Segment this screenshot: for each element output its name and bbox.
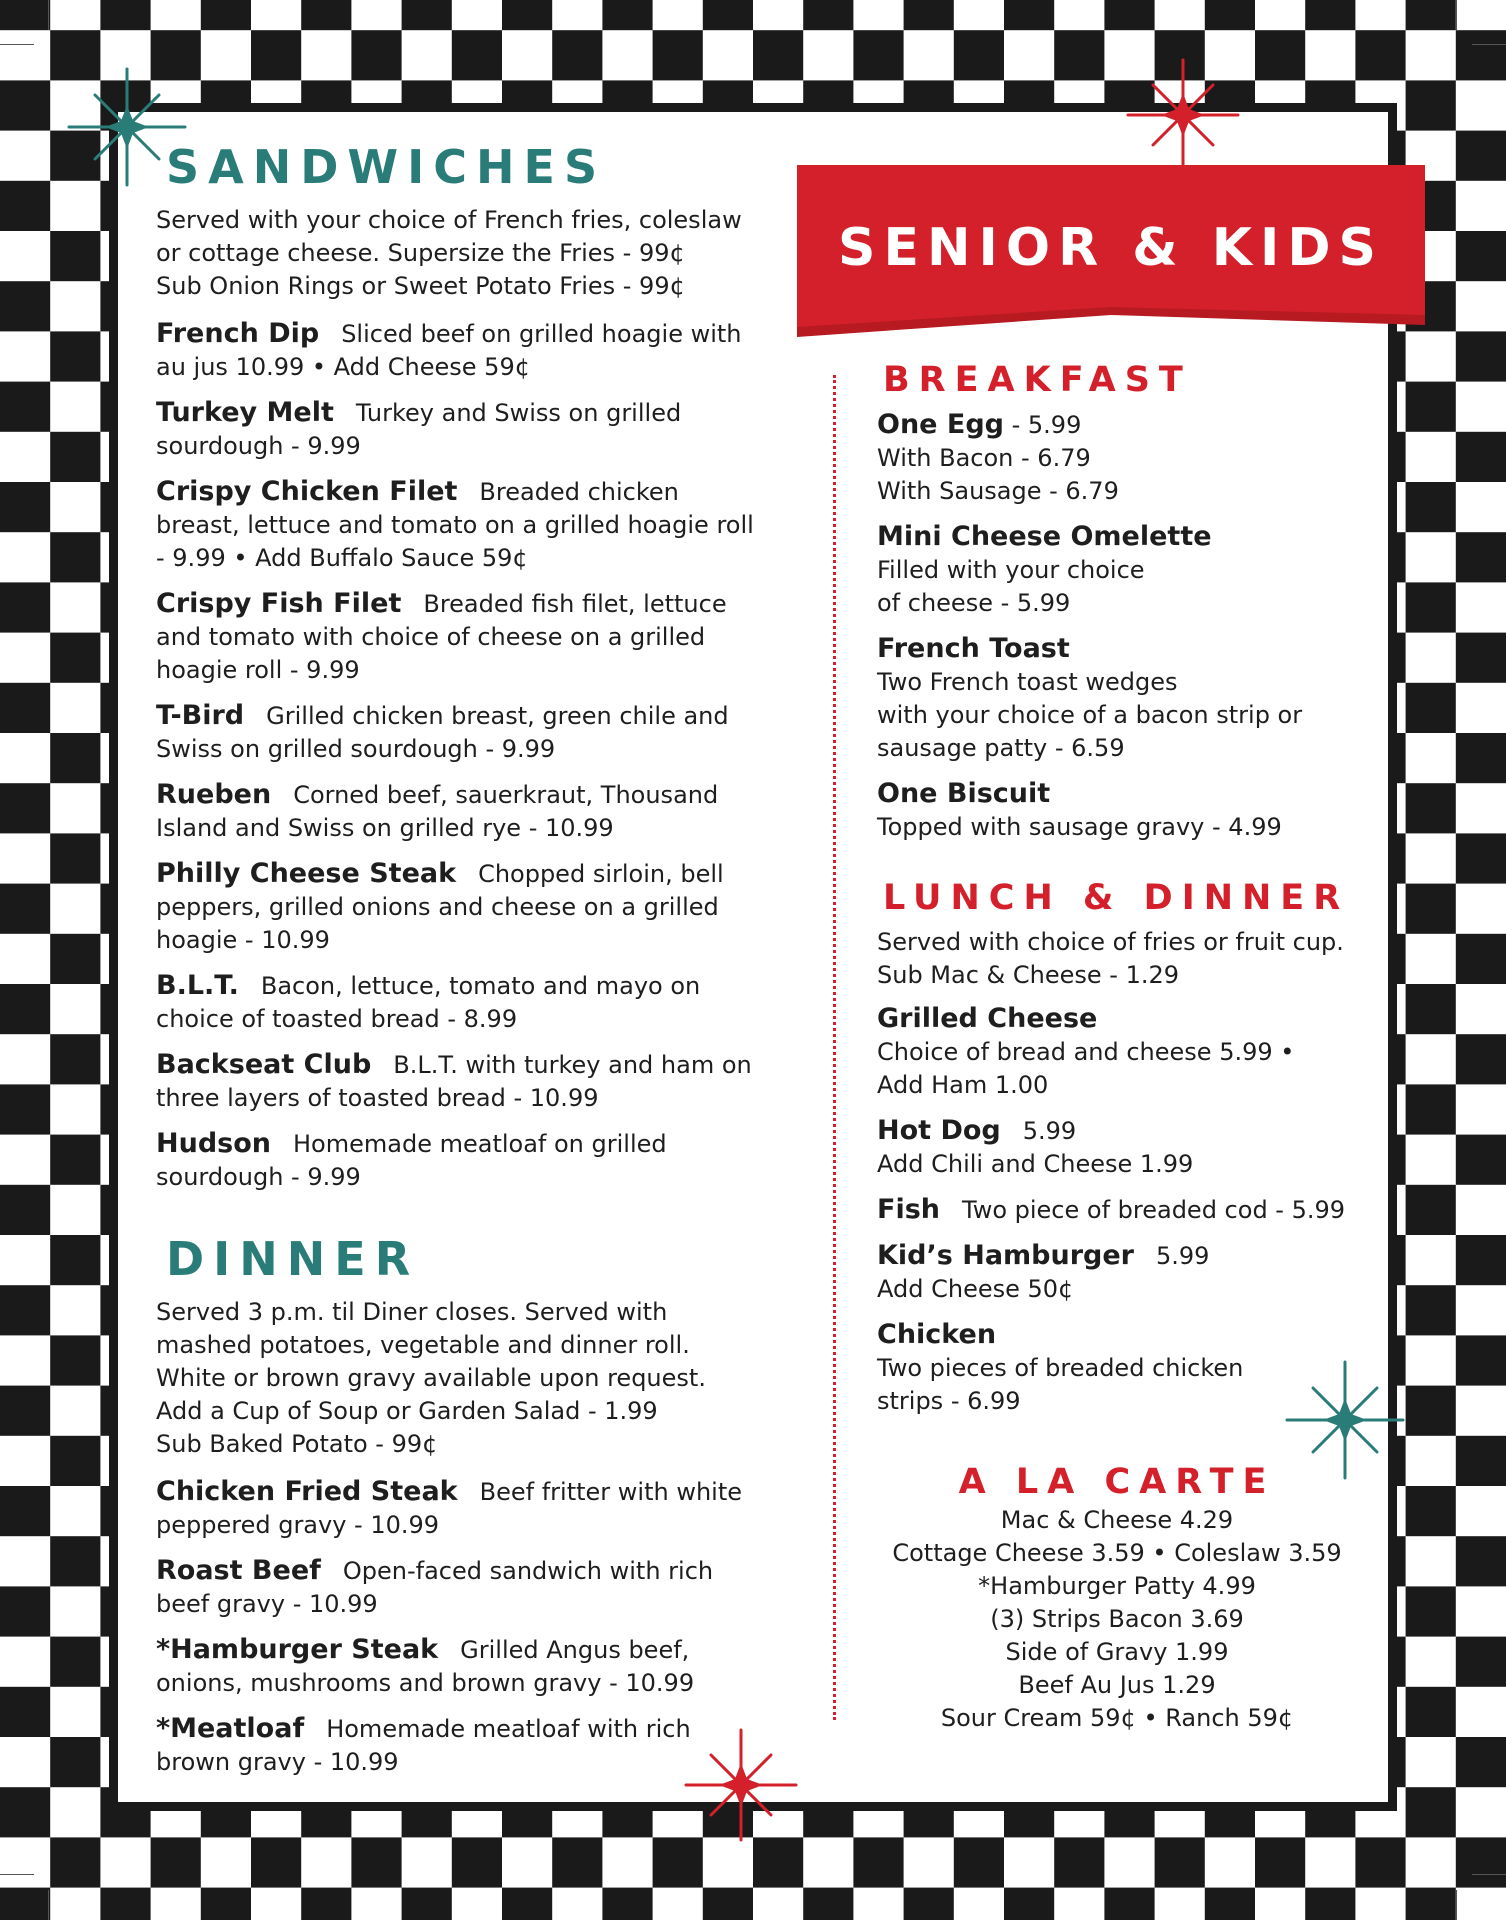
item-name: Grilled Cheese <box>877 1003 1098 1034</box>
item-heading <box>877 1239 1357 1273</box>
item-heading <box>877 1114 1357 1148</box>
crop-mark <box>48 1890 49 1920</box>
menu-item <box>877 777 1357 844</box>
menu-item <box>156 317 756 384</box>
checker-square <box>0 1586 50 1636</box>
sandwiches-intro <box>156 204 756 303</box>
checker-square <box>0 683 50 733</box>
checker-square <box>452 1837 502 1887</box>
checker-square <box>1406 1185 1456 1235</box>
menu-item <box>877 408 1357 508</box>
menu-item <box>156 587 756 687</box>
checker-square <box>1456 1637 1506 1687</box>
checker-square <box>703 0 753 30</box>
checker-square <box>402 1888 452 1920</box>
checker-square <box>50 1034 100 1084</box>
checker-square <box>1406 1084 1456 1134</box>
item-name: French Toast <box>877 633 1070 664</box>
crop-mark <box>1472 44 1506 45</box>
sandwiches-title: SANDWICHES <box>166 140 607 194</box>
checker-square <box>50 934 100 984</box>
checker-square <box>251 1837 301 1887</box>
checker-square <box>1104 0 1154 30</box>
menu-item <box>156 1127 756 1194</box>
checker-square <box>1104 1888 1154 1920</box>
checker-square <box>1406 382 1456 432</box>
intro-line: Served with choice of fries or fruit cup. <box>877 928 1344 956</box>
checker-square <box>0 1787 50 1837</box>
sandwich-list <box>156 317 756 1194</box>
item-name: Crispy Fish Filet <box>156 588 402 619</box>
checker-square <box>1406 884 1456 934</box>
checker-square <box>1406 783 1456 833</box>
checker-square <box>1456 833 1506 883</box>
checker-square <box>452 30 502 80</box>
item-description: Breaded fish filet, lettuce and tomato with choice of cheese on a grilled hoagie roll - 9.99 <box>156 590 727 684</box>
item-name: Chicken <box>877 1319 997 1350</box>
checker-square <box>1255 30 1305 80</box>
item-name: Chicken Fried Steak <box>156 1476 458 1507</box>
dinner-list <box>156 1475 756 1779</box>
checker-square <box>1456 1837 1506 1887</box>
checker-square <box>1456 30 1506 80</box>
a-la-carte-line: (3) Strips Bacon 3.69 <box>990 1605 1244 1633</box>
checker-square <box>1456 131 1506 181</box>
checker-square <box>0 1687 50 1737</box>
checker-square <box>1456 331 1506 381</box>
item-name: Crispy Chicken Filet <box>156 476 458 507</box>
item-description: Bacon, lettuce, tomato and mayo on choice of toasted bread - 8.99 <box>156 972 701 1033</box>
checker-square <box>1406 1687 1456 1737</box>
lunch-dinner-intro <box>877 926 1357 992</box>
checker-square <box>0 984 50 1034</box>
checker-square <box>0 783 50 833</box>
menu-item <box>156 1633 756 1700</box>
item-line: Add Cheese 50¢ <box>877 1275 1074 1303</box>
checker-square <box>1456 231 1506 281</box>
checker-square <box>0 181 50 231</box>
item-line: With Bacon - 6.79 <box>877 444 1091 472</box>
checker-square <box>904 0 954 30</box>
checker-square <box>1054 30 1104 80</box>
item-heading <box>877 632 1357 666</box>
item-name: Roast Beef <box>156 1555 321 1586</box>
item-line: of cheese - 5.99 <box>877 589 1071 617</box>
checker-square <box>703 1888 753 1920</box>
item-heading <box>877 408 1357 442</box>
item-heading <box>877 1193 1357 1227</box>
a-la-carte-line: Beef Au Jus 1.29 <box>1018 1671 1216 1699</box>
item-description: Grilled chicken breast, green chile and Swiss on grilled sourdough - 9.99 <box>156 702 729 763</box>
intro-line: Add a Cup of Soup or Garden Salad - 1.99 <box>156 1397 658 1425</box>
intro-line: White or brown gravy available upon request. <box>156 1364 706 1392</box>
checker-square <box>1406 1285 1456 1335</box>
crop-mark <box>48 0 49 30</box>
item-description: Beef fritter with white peppered gravy - 10.99 <box>156 1478 743 1539</box>
left-column <box>156 140 756 1791</box>
intro-line: Served with your choice of French fries, coleslaw <box>156 206 742 234</box>
item-description: B.L.T. with turkey and ham on three layers of toasted bread - 10.99 <box>156 1051 752 1112</box>
checker-square <box>1406 1486 1456 1536</box>
item-name: One Egg <box>877 409 1004 440</box>
menu-item <box>156 396 756 463</box>
item-name: Hudson <box>156 1128 271 1159</box>
item-name: Turkey Melt <box>156 397 334 428</box>
checker-square <box>301 0 351 30</box>
checker-square <box>0 582 50 632</box>
checker-square <box>803 0 853 30</box>
checker-square <box>0 281 50 331</box>
menu-item <box>156 857 756 957</box>
crop-mark <box>1472 1874 1506 1875</box>
a-la-carte-section <box>877 1460 1357 1735</box>
checker-square <box>1456 1436 1506 1486</box>
item-heading <box>877 1002 1357 1036</box>
checker-square <box>1305 0 1355 30</box>
menu-item <box>877 632 1357 765</box>
checker-square <box>1406 80 1456 130</box>
checker-square <box>1355 1837 1405 1887</box>
item-description: Breaded chicken breast, lettuce and tomato on a grilled hoagie roll - 9.99 • Add Buffalo Sauce 59¢ <box>156 478 754 572</box>
checker-square <box>50 1737 100 1787</box>
checker-square <box>50 833 100 883</box>
checker-square <box>301 1888 351 1920</box>
checker-square <box>803 1888 853 1920</box>
checker-square <box>351 1837 401 1887</box>
intro-line: Sub Baked Potato - 99¢ <box>156 1430 438 1458</box>
checker-square <box>50 1837 100 1887</box>
checker-square <box>0 884 50 934</box>
item-line: sausage patty - 6.59 <box>877 734 1125 762</box>
crop-mark <box>1456 0 1457 30</box>
checker-square <box>1255 1837 1305 1887</box>
item-inline: 5.99 <box>1022 1117 1077 1145</box>
checker-square <box>0 1386 50 1436</box>
checker-square <box>50 1135 100 1185</box>
checker-square <box>50 1637 100 1687</box>
menu-item <box>156 1712 756 1779</box>
item-name: Rueben <box>156 779 272 810</box>
checker-square <box>0 1185 50 1235</box>
menu-item <box>156 475 756 575</box>
checker-square <box>1205 1888 1255 1920</box>
item-name: Fish <box>877 1194 940 1225</box>
banner-title: SENIOR & KIDS <box>838 218 1384 278</box>
item-line: Filled with your choice <box>877 556 1145 584</box>
item-line: Two French toast wedges <box>877 668 1178 696</box>
checker-square <box>1406 683 1456 733</box>
item-description: Grilled Angus beef, onions, mushrooms and brown gravy - 10.99 <box>156 1636 695 1697</box>
checker-square <box>753 30 803 80</box>
checker-square <box>1456 1737 1506 1787</box>
checker-square <box>50 532 100 582</box>
column-divider <box>833 375 836 1720</box>
item-description: Corned beef, sauerkraut, Thousand Island and Swiss on grilled rye - 10.99 <box>156 781 719 842</box>
checker-square <box>251 30 301 80</box>
checker-square <box>602 1888 652 1920</box>
checker-square <box>0 1486 50 1536</box>
item-line: Add Chili and Cheese 1.99 <box>877 1150 1194 1178</box>
checker-square <box>1456 1034 1506 1084</box>
menu-item <box>877 1318 1357 1418</box>
checker-square <box>904 1888 954 1920</box>
checker-square <box>402 0 452 30</box>
item-line: with your choice of a bacon strip or <box>877 701 1303 729</box>
checker-square <box>1406 0 1456 30</box>
checker-square <box>552 30 602 80</box>
right-column <box>877 360 1357 1430</box>
item-name: Kid’s Hamburger <box>877 1240 1135 1271</box>
checker-square <box>50 633 100 683</box>
intro-line: Served 3 p.m. til Diner closes. Served with <box>156 1298 668 1326</box>
checker-square <box>50 1235 100 1285</box>
a-la-carte-line: Side of Gravy 1.99 <box>1005 1638 1229 1666</box>
item-line: With Sausage - 6.79 <box>877 477 1119 505</box>
intro-line: mashed potatoes, vegetable and dinner roll. <box>156 1331 690 1359</box>
checker-square <box>1054 1837 1104 1887</box>
menu-item <box>156 699 756 766</box>
checker-square <box>1456 934 1506 984</box>
checker-square <box>0 1285 50 1335</box>
item-name: Backseat Club <box>156 1049 372 1080</box>
checker-square <box>50 432 100 482</box>
checker-square <box>1406 582 1456 632</box>
item-name: B.L.T. <box>156 970 239 1001</box>
item-name: French Dip <box>156 318 320 349</box>
checker-square <box>602 0 652 30</box>
item-inline: Two piece of breaded cod - 5.99 <box>962 1196 1346 1224</box>
red-star-icon <box>1118 50 1248 180</box>
checker-square <box>853 1837 903 1887</box>
checker-square <box>653 30 703 80</box>
item-name: Mini Cheese Omelette <box>877 521 1212 552</box>
checker-square <box>1004 0 1054 30</box>
checker-square <box>100 0 150 30</box>
item-name: One Biscuit <box>877 778 1051 809</box>
checker-square <box>954 1837 1004 1887</box>
checker-square <box>50 331 100 381</box>
checker-square <box>50 733 100 783</box>
checker-square <box>1456 432 1506 482</box>
checker-square <box>853 30 903 80</box>
checker-square <box>201 1888 251 1920</box>
intro-line: or cottage cheese. Supersize the Fries - 99¢ <box>156 239 685 267</box>
checker-square <box>50 1436 100 1486</box>
menu-item <box>156 778 756 845</box>
checker-square <box>1406 482 1456 532</box>
checker-square <box>1406 1787 1456 1837</box>
menu-item <box>156 1475 756 1542</box>
item-description: Chopped sirloin, bell peppers, grilled onions and cheese on a grilled hoagie - 10.99 <box>156 860 724 954</box>
checker-square <box>1004 1888 1054 1920</box>
checker-square <box>0 0 50 30</box>
checker-square <box>351 30 401 80</box>
menu-item <box>877 1193 1357 1227</box>
intro-line: Sub Mac & Cheese - 1.29 <box>877 961 1180 989</box>
checker-square <box>1456 1536 1506 1586</box>
menu-item <box>156 1554 756 1621</box>
checker-square <box>1456 1335 1506 1385</box>
item-line: Two pieces of breaded chicken <box>877 1354 1244 1382</box>
lunch-dinner-list <box>877 1002 1357 1418</box>
checker-square <box>1406 1888 1456 1920</box>
checker-square <box>50 1335 100 1385</box>
a-la-carte-line: Mac & Cheese 4.29 <box>1000 1506 1234 1534</box>
checker-square <box>502 1888 552 1920</box>
item-line: Topped with sausage gravy - 4.99 <box>877 813 1282 841</box>
a-la-carte-line: Cottage Cheese 3.59 • Coleslaw 3.59 <box>892 1539 1342 1567</box>
checker-square <box>552 1837 602 1887</box>
item-name: *Meatloaf <box>156 1713 305 1744</box>
checker-square <box>1406 984 1456 1034</box>
item-heading <box>877 1318 1357 1352</box>
item-name: T-Bird <box>156 700 245 731</box>
item-description: Turkey and Swiss on grilled sourdough - 9.99 <box>156 399 682 460</box>
checker-square <box>1456 532 1506 582</box>
checker-square <box>50 1536 100 1586</box>
checker-square <box>954 30 1004 80</box>
a-la-carte-line: Sour Cream 59¢ • Ranch 59¢ <box>940 1704 1294 1732</box>
lunch-dinner-title: LUNCH & DINNER <box>883 878 1350 918</box>
checker-square <box>201 0 251 30</box>
item-description: Homemade meatloaf with rich brown gravy - 10.99 <box>156 1715 691 1776</box>
checker-square <box>502 0 552 30</box>
item-heading <box>877 777 1357 811</box>
item-description: Open-faced sandwich with rich beef gravy - 10.99 <box>156 1557 714 1618</box>
checker-square <box>1456 1135 1506 1185</box>
crop-mark <box>1456 1890 1457 1920</box>
intro-line: Sub Onion Rings or Sweet Potato Fries - 99¢ <box>156 272 685 300</box>
dinner-title: DINNER <box>166 1232 420 1286</box>
checker-square <box>1456 733 1506 783</box>
item-name: *Hamburger Steak <box>156 1634 439 1665</box>
dinner-intro <box>156 1296 756 1461</box>
checker-square <box>1406 1386 1456 1436</box>
checker-square <box>1406 1586 1456 1636</box>
item-heading <box>877 520 1357 554</box>
a-la-carte-line: *Hamburger Patty 4.99 <box>978 1572 1256 1600</box>
checker-square <box>1456 1235 1506 1285</box>
checker-square <box>0 1084 50 1134</box>
crop-mark <box>0 1874 34 1875</box>
menu-item <box>877 520 1357 620</box>
checker-square <box>50 231 100 281</box>
item-name: Philly Cheese Steak <box>156 858 457 889</box>
checker-square <box>0 482 50 532</box>
menu-item <box>156 1048 756 1115</box>
checker-square <box>0 382 50 432</box>
breakfast-list <box>877 408 1357 844</box>
menu-item <box>877 1002 1357 1102</box>
menu-item <box>877 1239 1357 1306</box>
item-line: Add Ham 1.00 <box>877 1071 1049 1099</box>
item-line: strips - 6.99 <box>877 1387 1021 1415</box>
checker-square <box>1355 30 1405 80</box>
item-description: Homemade meatloaf on grilled sourdough - 9.99 <box>156 1130 667 1191</box>
item-description: Sliced beef on grilled hoagie with au jus 10.99 • Add Cheese 59¢ <box>156 320 742 381</box>
checker-square <box>1456 633 1506 683</box>
checker-square <box>100 1888 150 1920</box>
crop-mark <box>0 44 34 45</box>
a-la-carte-title: A LA CARTE <box>958 1462 1276 1502</box>
checker-square <box>1155 1837 1205 1887</box>
checker-square <box>1305 1888 1355 1920</box>
checker-square <box>151 1837 201 1887</box>
checker-square <box>0 80 50 130</box>
menu-item <box>877 1114 1357 1181</box>
item-inline: 5.99 <box>1156 1242 1210 1270</box>
breakfast-title: BREAKFAST <box>883 360 1192 400</box>
menu-item <box>156 969 756 1036</box>
item-price: - 5.99 <box>1003 411 1082 439</box>
item-line: Choice of bread and cheese 5.99 • <box>877 1038 1295 1066</box>
checker-square <box>1205 0 1255 30</box>
checker-square <box>0 1888 50 1920</box>
item-name: Hot Dog <box>877 1115 1001 1146</box>
a-la-carte-list <box>877 1504 1357 1735</box>
